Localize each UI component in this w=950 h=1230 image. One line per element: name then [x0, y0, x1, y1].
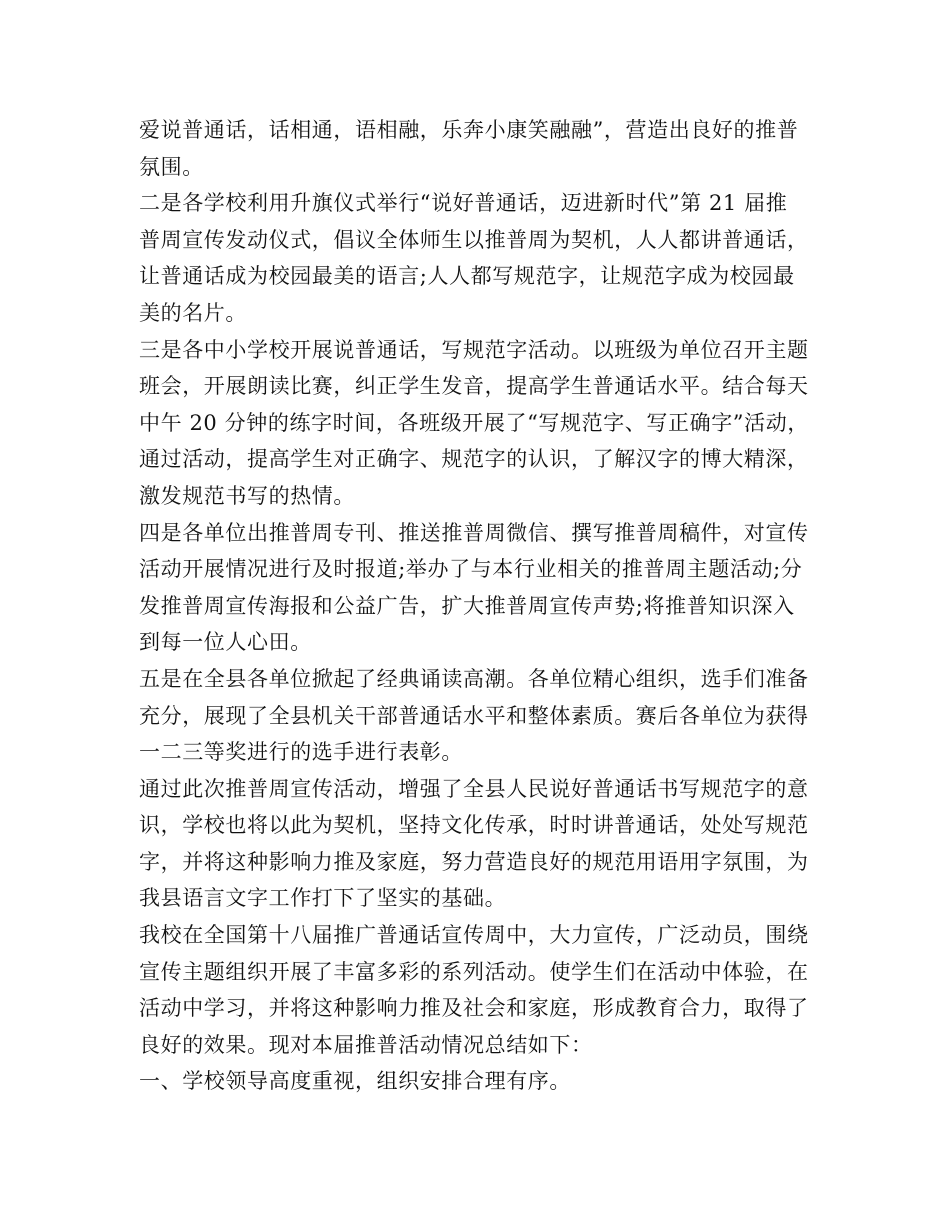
text-line: 通过活动，提高学生对正确字、规范字的认识，了解汉字的博大精深，: [139, 447, 809, 472]
text-line: 我县语言文字工作打下了坚实的基础。: [139, 886, 507, 911]
text-line: 识，学校也将以此为契机，坚持文化传承，时时讲普通话，处处写规范: [139, 813, 809, 838]
text-line: 爱说普通话，话相通，语相融，乐奔小康笑融融”，营造出良好的推普: [139, 118, 799, 142]
text-line: 激发规范书写的热情。: [139, 483, 355, 508]
text-line: 活动中学习，并将这种影响力推及社会和家庭，形成教育合力，取得了: [139, 996, 809, 1021]
section-heading-line: 一、学校领导高度重视，组织安排合理有序。: [139, 1069, 571, 1094]
document-body: [139, 112, 829, 1100]
text-line: 字，并将这种影响力推及家庭，努力营造良好的规范用语用字氛围，为: [139, 849, 809, 874]
text-line: 氛围。: [139, 154, 204, 179]
text-line: 三是各中小学校开展说普通话，写规范字活动。以班级为单位召开主题: [139, 337, 809, 362]
text-line: 我校在全国第十八届推广普通话宣传周中，大力宣传，广泛动员，围绕: [139, 923, 809, 948]
text-line: 一二三等奖进行的选手进行表彰。: [139, 740, 463, 765]
text-line: 宣传主题组织开展了丰富多彩的系列活动。使学生们在活动中体验，在: [139, 959, 809, 984]
text-line: 美的名片。: [139, 300, 247, 325]
text-line: 中午 20 分钟的练字时间，各班级开展了“写规范字、写正确字”活动，: [139, 410, 809, 435]
text-line: 二是各学校利用升旗仪式举行“说好普通话，迈进新时代”第 21 届推: [139, 191, 788, 216]
text-line: 到每一位人心田。: [139, 630, 312, 655]
text-line: 发推普周宣传海报和公益广告，扩大推普周宣传声势;将推普知识深入: [139, 593, 795, 618]
text-line: 普周宣传发动仪式，倡议全体师生以推普周为契机，人人都讲普通话，: [139, 227, 809, 252]
text-line: 活动开展情况进行及时报道;举办了与本行业相关的推普周主题活动;分: [139, 557, 803, 582]
text-line: 让普通话成为校园最美的语言;人人都写规范字，让规范字成为校园最: [139, 264, 795, 289]
text-line: 四是各单位出推普周专刊、推送推普周微信、撰写推普周稿件，对宣传: [139, 520, 809, 545]
text-line: 充分，展现了全县机关干部普通话水平和整体素质。赛后各单位为获得: [139, 703, 809, 728]
text-line: 良好的效果。现对本届推普活动情况总结如下：: [139, 1032, 593, 1057]
text-line: 五是在全县各单位掀起了经典诵读高潮。各单位精心组织，选手们准备: [139, 666, 809, 691]
text-line: 班会，开展朗读比赛，纠正学生发音，提高学生普通话水平。结合每天: [139, 374, 809, 399]
text-line: 通过此次推普周宣传活动，增强了全县人民说好普通话书写规范字的意: [139, 776, 809, 801]
